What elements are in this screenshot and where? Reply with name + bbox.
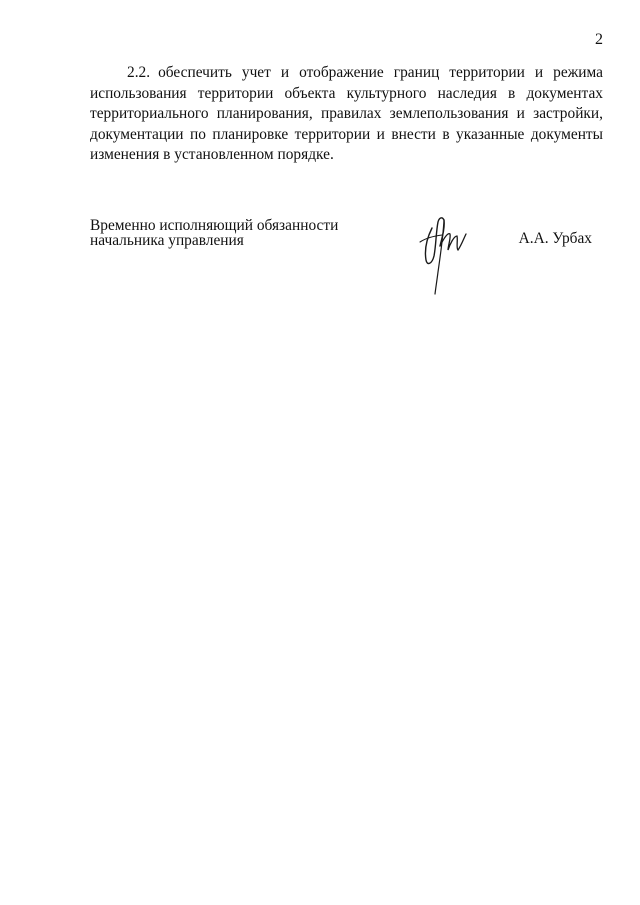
signer-title-line-2: начальника управления bbox=[90, 232, 244, 249]
signer-name: А.А. Урбах bbox=[518, 230, 592, 247]
signer-title bbox=[90, 218, 338, 248]
page-number: 2 bbox=[595, 31, 603, 48]
clause-text: обеспечить учет и отображение границ территории и режима использования территории объекта культурного наследия в документах территориального планирования, правилах землепользования и застройки, документации по планировке территории и внести в указанные документы изменения в установленном порядке. bbox=[90, 64, 603, 163]
handwritten-signature bbox=[414, 208, 474, 298]
clause-paragraph bbox=[90, 63, 603, 166]
signer-title-line-1: Временно исполняющий обязанности bbox=[90, 217, 339, 234]
clause-number: 2.2. bbox=[127, 64, 151, 81]
